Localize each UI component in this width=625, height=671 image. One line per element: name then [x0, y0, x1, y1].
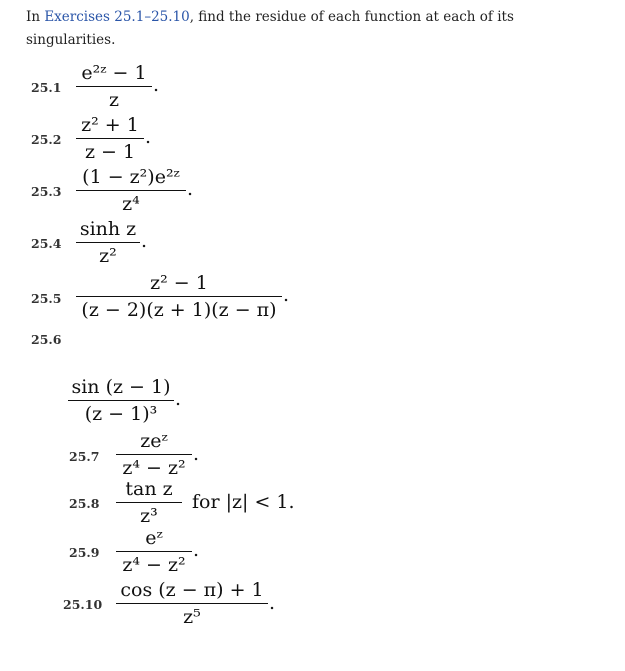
denominator: (z − 1)³ [84, 403, 158, 425]
intro-post: , find the residue of each function at each of its singularities. [26, 9, 514, 48]
denominator: z [108, 89, 119, 111]
denominator: z⁴ − z² [122, 457, 186, 479]
numerator: cos (z − π) + 1 [120, 579, 264, 601]
trailing-text: . [141, 230, 148, 252]
numerator: sinh z [79, 218, 137, 240]
exercise-number: 25.6 [31, 332, 62, 347]
fraction [76, 270, 282, 323]
fraction [68, 374, 174, 427]
exercise-number: 25.8 [69, 496, 100, 511]
exercise-number: 25.4 [31, 236, 62, 251]
denominator: z⁵ [183, 606, 201, 628]
exercise-number: 25.5 [31, 291, 62, 306]
fraction [116, 476, 182, 529]
trailing-text: . [187, 178, 194, 200]
denominator: z⁴ − z² [122, 554, 186, 576]
numerator: eᶻ [145, 527, 163, 549]
numerator: sin (z − 1) [71, 376, 171, 398]
fraction [116, 525, 192, 578]
intro-pre: In [26, 9, 45, 25]
trailing-text: . [193, 539, 200, 561]
denominator: z³ [140, 505, 158, 527]
condition-text: for |z| < 1. [192, 491, 295, 513]
fraction [76, 112, 144, 165]
trailing-text: . [283, 284, 290, 306]
denominator: z − 1 [84, 141, 136, 163]
trailing-text: . [145, 126, 152, 148]
numerator: zeᶻ [140, 430, 168, 452]
trailing-text: . [269, 592, 276, 614]
trailing-text: . [153, 74, 160, 96]
numerator: z² + 1 [81, 114, 139, 136]
exercises-link[interactable]: Exercises 25.1–25.10 [44, 9, 190, 25]
trailing-text: . [193, 443, 200, 465]
instructions-paragraph [26, 6, 606, 52]
exercise-number: 25.9 [69, 545, 100, 560]
denominator: (z − 2)(z + 1)(z − π) [81, 299, 277, 321]
fraction [76, 60, 152, 113]
fraction [116, 428, 192, 481]
exercise-number: 25.3 [31, 184, 62, 199]
trailing-text: . [175, 388, 182, 410]
fraction [76, 164, 186, 217]
numerator: (1 − z²)e²ᶻ [82, 166, 180, 188]
numerator: e²ᶻ − 1 [81, 62, 147, 84]
exercise-number: 25.1 [31, 80, 62, 95]
fraction [76, 216, 140, 269]
exercise-number: 25.2 [31, 132, 62, 147]
denominator: z² [99, 245, 117, 267]
fraction [116, 577, 268, 630]
denominator: z⁴ [122, 193, 140, 215]
exercise-number: 25.10 [63, 597, 103, 612]
numerator: tan z [125, 478, 173, 500]
numerator: z² − 1 [150, 272, 208, 294]
exercise-number: 25.7 [69, 449, 100, 464]
